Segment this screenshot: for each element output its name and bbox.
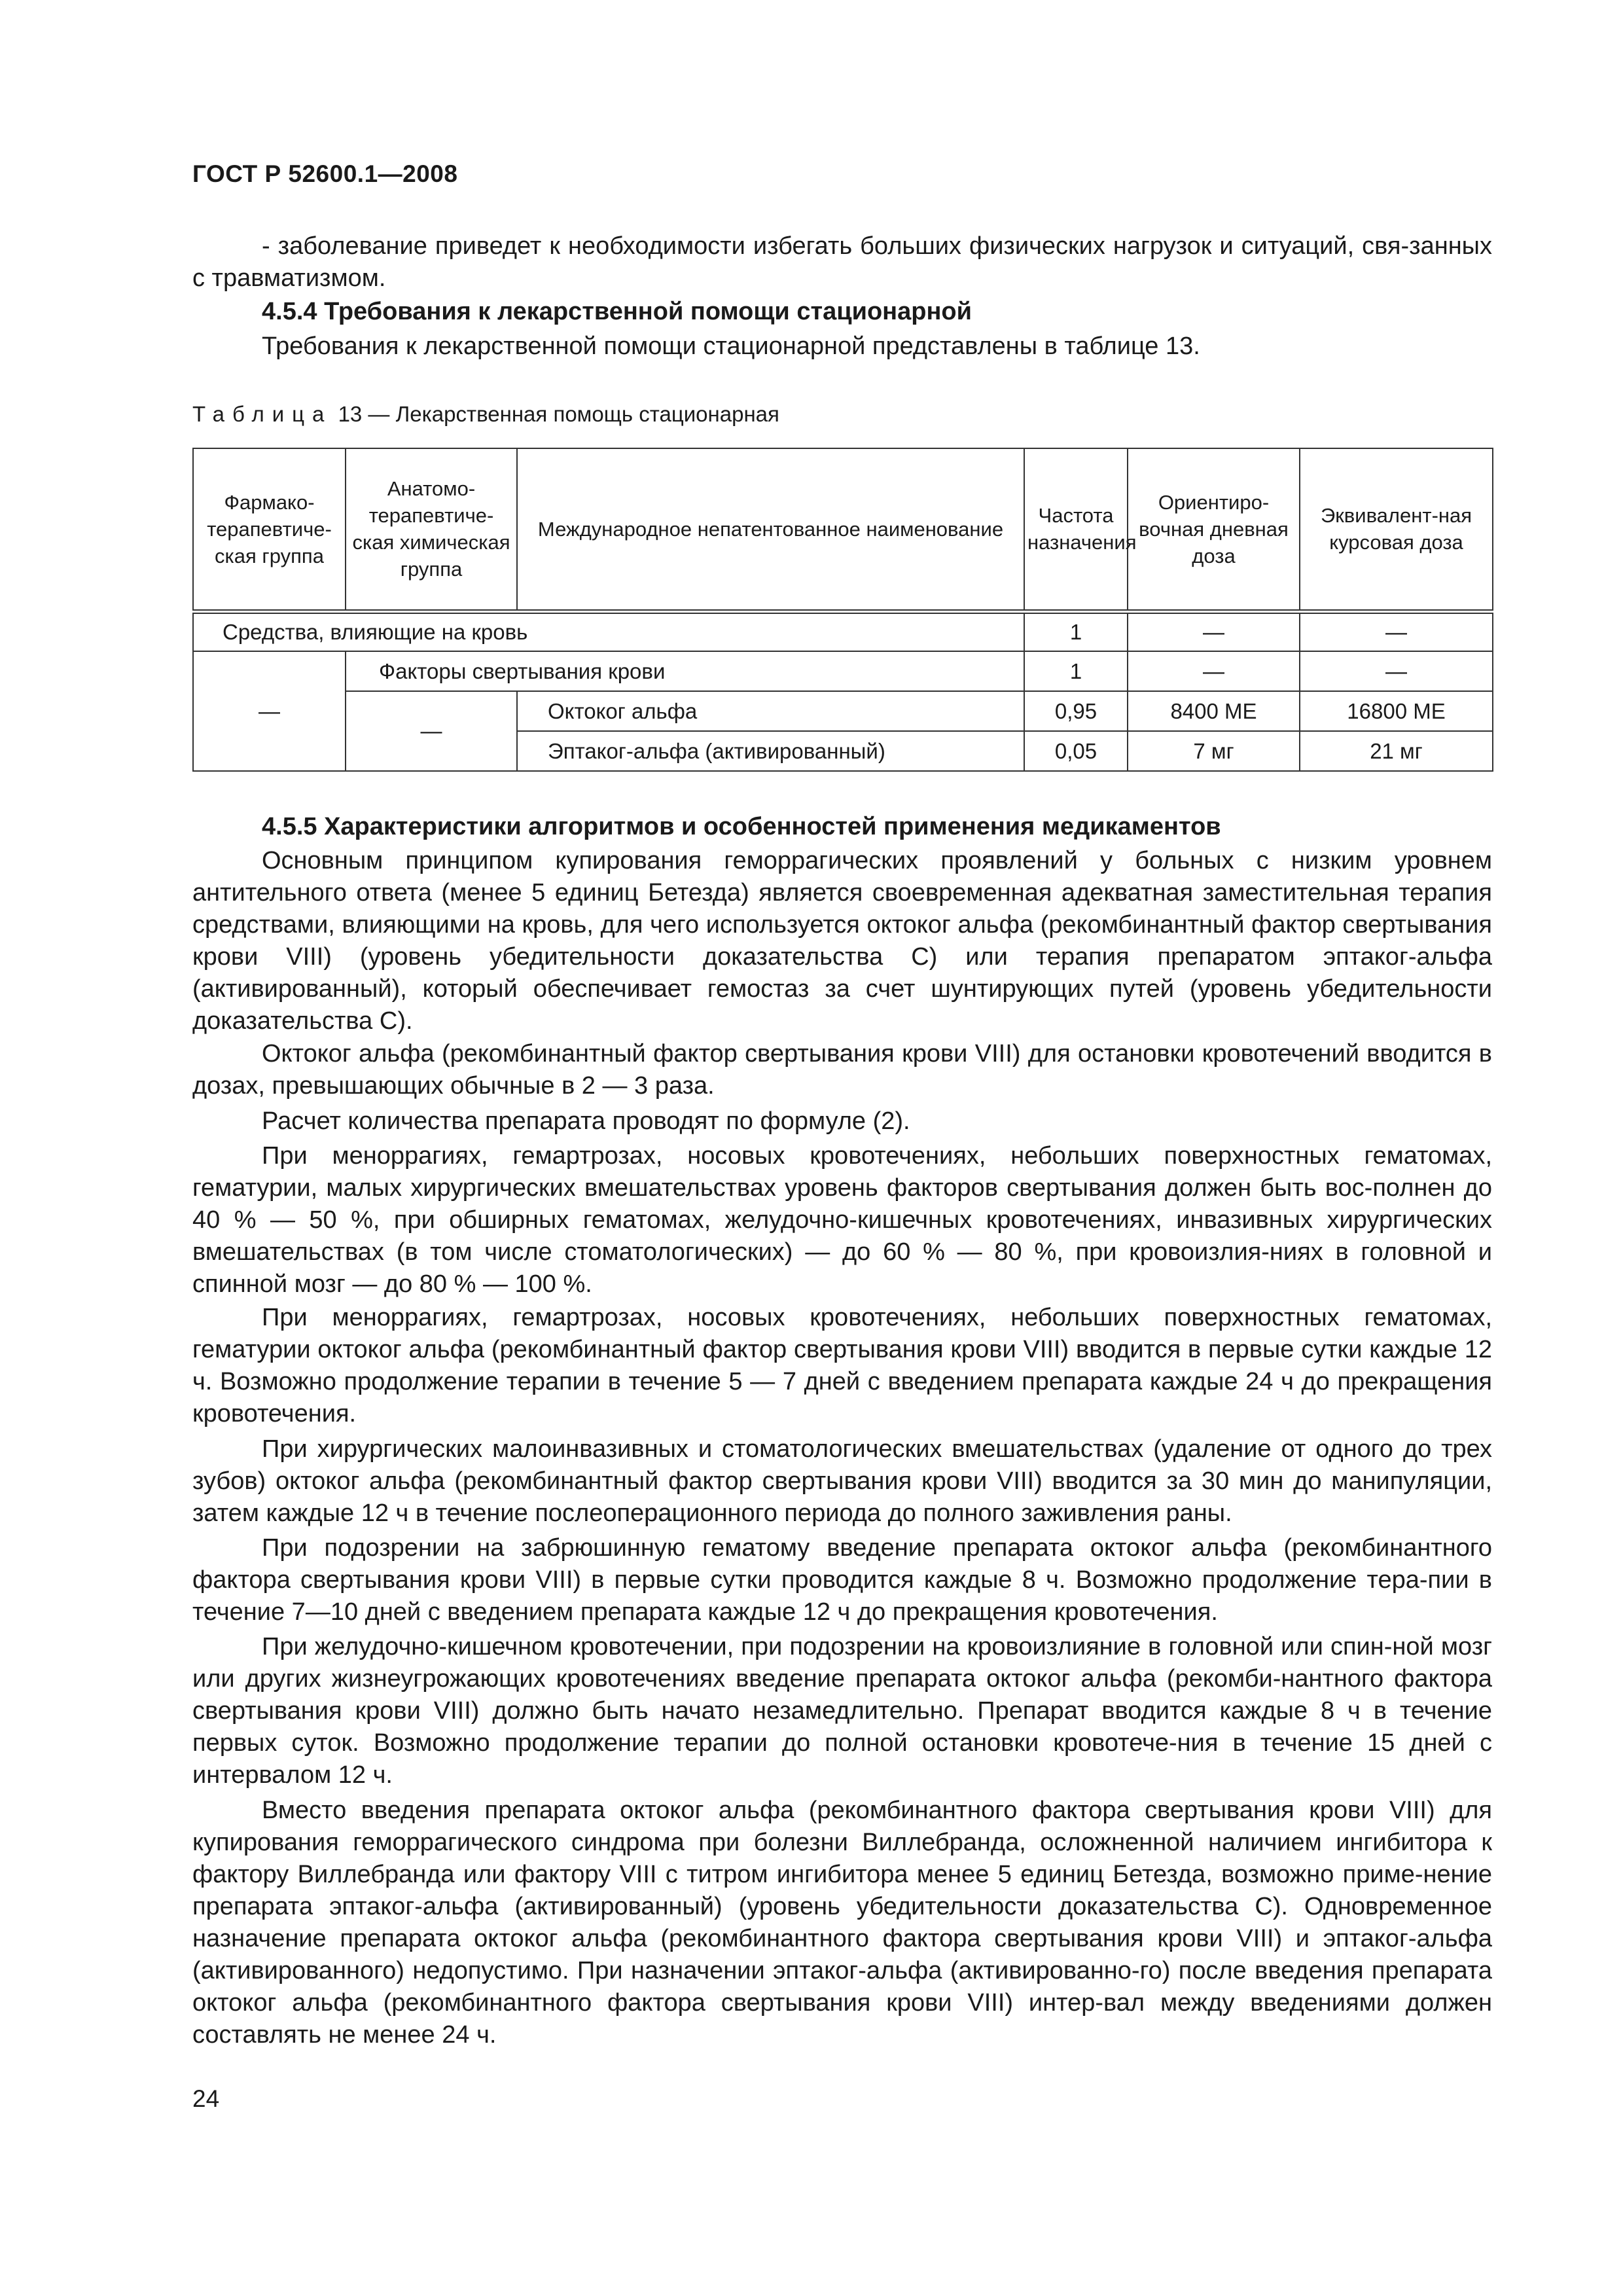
table-cell: Средства, влияющие на кровь — [193, 611, 1024, 651]
table-caption-title: 13 — Лекарственная помощь стационарная — [338, 402, 779, 426]
table-cell: — — [1128, 611, 1300, 651]
table-cell: 21 мг — [1300, 731, 1493, 771]
table-caption — [192, 402, 779, 427]
body-paragraph: При желудочно-кишечном кровотечении, при подозрении на кровоизлияние в головной или спин-ной мозг или других жизнеугрожающих кровотечениях введение препарата октоког альфа (рекомби-нантного фактора свертывания крови VIII) должно быть начато незамедлительно. Препарат вводится каждые 8 ч в течение первых суток. Возможно продолжение терапии до полной остановки кровотече-ния в течение 15 дней с интервалом 12 ч. — [192, 1633, 1492, 1789]
body-paragraph: Основным принципом купирования геморрагических проявлений у больных с низким уровнем антительного ответа (менее 5 единиц Бетезда) является своевременная адекватная заместительная терапия средствами, влияющими на кровь, для чего используется октоког альфа (рекомбинантный фактор свертывания крови VIII) (уровень убедительности доказательства С) или терапия препаратом эптаког-альфа (активированный), который обеспечивает гемостаз за счет шунтирующих путей (уровень убедительности доказательства С). — [192, 847, 1492, 1035]
column-header: Ориентиро-вочная дневная доза — [1128, 448, 1300, 611]
section-4-5-4-text: Требования к лекарственной помощи стационарной представлены в таблице 13. — [262, 332, 1200, 360]
table-cell: — — [346, 691, 517, 771]
table-cell: 8400 МЕ — [1128, 691, 1300, 731]
body-paragraph: Октоког альфа (рекомбинантный фактор свертывания крови VIII) для остановки кровотечений вводится в дозах, превышающих обычные в 2 — 3 раза. — [192, 1040, 1492, 1100]
document-header: ГОСТ Р 52600.1—2008 — [192, 160, 458, 187]
table-cell: 1 — [1024, 651, 1128, 691]
table-cell: — — [1300, 651, 1493, 691]
table-cell: — — [1128, 651, 1300, 691]
body-paragraph: При меноррагиях, гемартрозах, носовых кровотечениях, небольших поверхностных гематомах, гематурии, малых хирургических вмешательствах уровень факторов свертывания должен быть вос-полнен до 40 % — 50 %, при обширных гематомах, желудочно-кишечных кровотечениях, инвазивных хирургических вмешательствах (в том числе стоматологических) — до 60 % — 80 %, при кровоизлия-ниях в головной и спинной мозг — до 80 % — 100 %. — [192, 1142, 1492, 1298]
table-cell: 0,95 — [1024, 691, 1128, 731]
medication-table — [192, 448, 1493, 772]
page-number: 24 — [192, 2085, 220, 2112]
column-header: Анатомо-терапевтиче-ская химическая группа — [346, 448, 517, 611]
table-cell: — — [193, 651, 346, 771]
table-cell: 7 мг — [1128, 731, 1300, 771]
table-cell: 16800 МЕ — [1300, 691, 1493, 731]
table-cell: Октоког альфа — [517, 691, 1024, 731]
table-cell: Эптаког-альфа (активированный) — [517, 731, 1024, 771]
table-caption-label: Таблица — [192, 402, 332, 426]
table-row — [193, 651, 1493, 691]
section-4-5-4-heading: 4.5.4 Требования к лекарственной помощи стационарной — [262, 298, 972, 325]
column-header: Эквивалент-ная курсовая доза — [1300, 448, 1493, 611]
table-cell: 1 — [1024, 611, 1128, 651]
table-row — [193, 691, 1493, 731]
table-cell: Факторы свертывания крови — [346, 651, 1024, 691]
body-paragraph: При хирургических малоинвазивных и стоматологических вмешательствах (удаление от одного до трех зубов) октоког альфа (рекомбинантный фактор свертывания крови VIII) вводится за 30 мин до манипуляции, затем каждые 12 ч в течение послеоперационного периода до полного заживления раны. — [192, 1435, 1492, 1527]
body-paragraph: Вместо введения препарата октоког альфа (рекомбинантного фактора свертывания крови VIII) для купирования геморрагического синдрома при болезни Виллебранда, осложненной наличием ингибитора к фактору Виллебранда или фактору VIII с титром ингибитора менее 5 единиц Бетезда, возможно приме-нение препарата эптаког-альфа (активированный) (уровень убедительности доказательства С). Одновременное назначение препарата октоког альфа (рекомбинантного фактора свертывания крови VIII) и эптаког-альфа (активированного) недопустимо. При назначении эптаког-альфа (активированно-го) после введения препарата октоког альфа (рекомбинантного фактора свертывания крови VIII) интер-вал между введениями должен составлять не менее 24 ч. — [192, 1797, 1492, 2049]
intro-paragraph: - заболевание приведет к необходимости избегать больших физических нагрузок и ситуаций, свя-занных с травматизмом. — [192, 232, 1492, 292]
table-cell: 0,05 — [1024, 731, 1128, 771]
table-row — [193, 611, 1493, 651]
table-header-row — [193, 448, 1493, 611]
column-header: Международное непатентованное наименование — [517, 448, 1024, 611]
body-paragraph: При меноррагиях, гемартрозах, носовых кровотечениях, небольших поверхностных гематомах, гематурии октоког альфа (рекомбинантный фактор свертывания крови VIII) вводится в первые сутки каждые 12 ч. Возможно продолжение терапии в течение 5 — 7 дней с введением препарата каждые 24 ч до прекращения кровотечения. — [192, 1304, 1492, 1427]
section-4-5-5-heading: 4.5.5 Характеристики алгоритмов и особенностей применения медикаментов — [262, 813, 1221, 840]
column-header: Частота назначения — [1024, 448, 1128, 611]
column-header: Фармако-терапевтиче-ская группа — [193, 448, 346, 611]
body-paragraph: При подозрении на забрюшинную гематому введение препарата октоког альфа (рекомбинантного фактора свертывания крови VIII) в первые сутки проводится каждые 8 ч. Возможно продолжение тера-пии в течение 7—10 дней с введением препарата каждые 12 ч до прекращения кровотечения. — [192, 1534, 1492, 1626]
table-cell: — — [1300, 611, 1493, 651]
body-paragraph: Расчет количества препарата проводят по формуле (2). — [262, 1107, 910, 1135]
